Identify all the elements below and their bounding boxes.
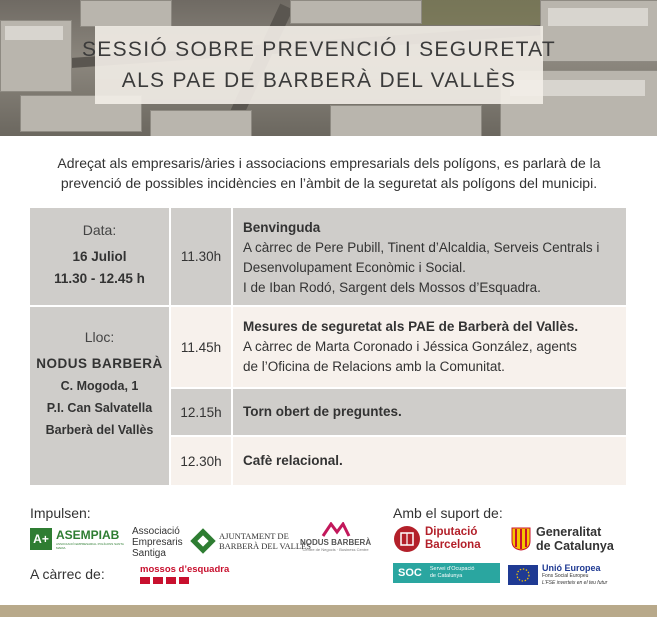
agenda-time: 12.30h xyxy=(180,453,222,469)
page-title-line-1: SESSIÓ SOBRE PREVENCIÓ I SEGURETAT xyxy=(82,38,557,61)
agenda-title: Benvinguda xyxy=(243,220,321,235)
generalitat-logo xyxy=(511,525,614,553)
santiga-line-1: Associació xyxy=(132,526,180,537)
nodus-mark-icon xyxy=(321,522,351,538)
eu-logo xyxy=(508,563,607,587)
venue-name: NODUS BARBERÀ xyxy=(36,356,163,371)
bottom-bar xyxy=(0,605,657,617)
asempiab-logo xyxy=(30,528,126,550)
intro-line-1: Adreçat als empresaris/àries i associacions empresarials dels polígons, es parlarà de la xyxy=(57,155,601,171)
place-label: Lloc: xyxy=(84,329,115,345)
agenda-time: 11.30h xyxy=(180,249,222,264)
santiga-line-2: Empresaris xyxy=(132,537,183,548)
charge-label: A càrrec de: xyxy=(30,566,105,582)
diputacio-line-1: Diputació xyxy=(425,526,478,538)
page-title-line-2: ALS PAE DE BARBERÀ DEL VALLÈS xyxy=(121,69,517,92)
eu-line-2: L’FSE inverteix en el teu futur xyxy=(542,580,608,586)
agenda-time: 11.45h xyxy=(180,339,222,355)
eu-line-1: Fons Social Europeu xyxy=(542,573,589,579)
ajuntament-line-2: BARBERÀ DEL VALLÈS xyxy=(219,541,311,551)
agenda-description xyxy=(233,208,626,305)
intro-line-2: prevenció de possibles incidències en l’àmbit de la seguretat als polígons del municipi. xyxy=(60,175,598,191)
agenda-line: I de Iban Rodó, Sargent dels Mossos d’Esquadra. xyxy=(243,280,541,295)
place-cell xyxy=(30,307,169,485)
agenda-title: Cafè relacional. xyxy=(243,453,343,468)
support-label: Amb el suport de: xyxy=(393,505,503,521)
eu-name: Unió Europea xyxy=(542,563,601,573)
agenda-row xyxy=(171,307,626,387)
asempiab-name: ASEMPIAB xyxy=(56,528,120,542)
agenda-row xyxy=(171,208,626,305)
date-label: Data: xyxy=(82,222,117,238)
mossos-logo xyxy=(140,564,229,584)
diputacio-line-2: Barcelona xyxy=(425,539,481,551)
agenda-line: A càrrec de Pere Pubill, Tinent d’Alcaldia, Serveis Centrals i xyxy=(243,240,600,255)
agenda-line: Desenvolupament Econòmic i Social. xyxy=(243,260,466,275)
mossos-name: mossos d’esquadra xyxy=(140,564,230,575)
generalitat-line-1: Generalitat xyxy=(536,525,602,539)
asempiab-subtitle: ASSOCIACIÓ EMPRESARIAL POLÍGONS SANTA MARIA xyxy=(56,542,124,550)
agenda-title: Mesures de seguretat als PAE de Barberà del Vallès. xyxy=(243,319,579,334)
intro-text xyxy=(30,153,628,193)
eu-flag-icon xyxy=(508,565,538,585)
impulsen-label: Impulsen: xyxy=(30,505,91,521)
soc-line-1: Servei d’Ocupació xyxy=(429,566,475,572)
mossos-stripes-icon xyxy=(140,577,189,584)
agenda-line: de l’Oficina de Relacions amb la Comunitat. xyxy=(243,359,505,374)
agenda-line: A càrrec de Marta Coronado i Jéssica González, agents xyxy=(243,339,577,354)
generalitat-line-2: de Catalunya xyxy=(536,539,614,553)
time-range: 11.30 - 12.45 h xyxy=(54,271,145,286)
address-line-1: C. Mogoda, 1 xyxy=(60,379,139,393)
agenda-description xyxy=(233,307,626,387)
soc-name: SOC xyxy=(398,567,422,579)
agenda-time: 12.15h xyxy=(180,404,222,420)
agenda-row xyxy=(171,389,626,435)
date-cell xyxy=(30,208,169,305)
agenda-description xyxy=(233,389,626,435)
ajuntament-line-1: AJUNTAMENT DE xyxy=(219,531,289,541)
ajuntament-shield-icon xyxy=(190,528,216,554)
diputacio-emblem-icon xyxy=(393,525,421,553)
agenda-row xyxy=(171,437,626,485)
ajuntament-logo xyxy=(190,528,311,554)
soc-line-2: de Catalunya xyxy=(429,573,463,579)
agenda-description xyxy=(233,437,626,485)
nodus-subtitle: Centre de Negocis · Business Centre xyxy=(302,547,369,552)
santiga-logo xyxy=(132,526,183,559)
asempiab-mark-icon: A+ xyxy=(30,528,52,550)
nodus-name: NODUS BARBERÀ xyxy=(300,538,372,547)
title-banner xyxy=(82,26,557,104)
address-line-3: Barberà del Vallès xyxy=(45,423,154,437)
nodus-logo xyxy=(300,522,371,552)
generalitat-shield-icon xyxy=(511,527,531,551)
diputacio-logo xyxy=(393,525,481,553)
santiga-line-3: Santiga xyxy=(132,548,166,559)
header-aerial-photo xyxy=(0,0,657,136)
agenda-title: Torn obert de preguntes. xyxy=(243,404,402,419)
soc-logo xyxy=(393,563,500,583)
date-value: 16 Juliol xyxy=(72,249,127,264)
address-line-2: P.I. Can Salvatella xyxy=(46,401,153,415)
